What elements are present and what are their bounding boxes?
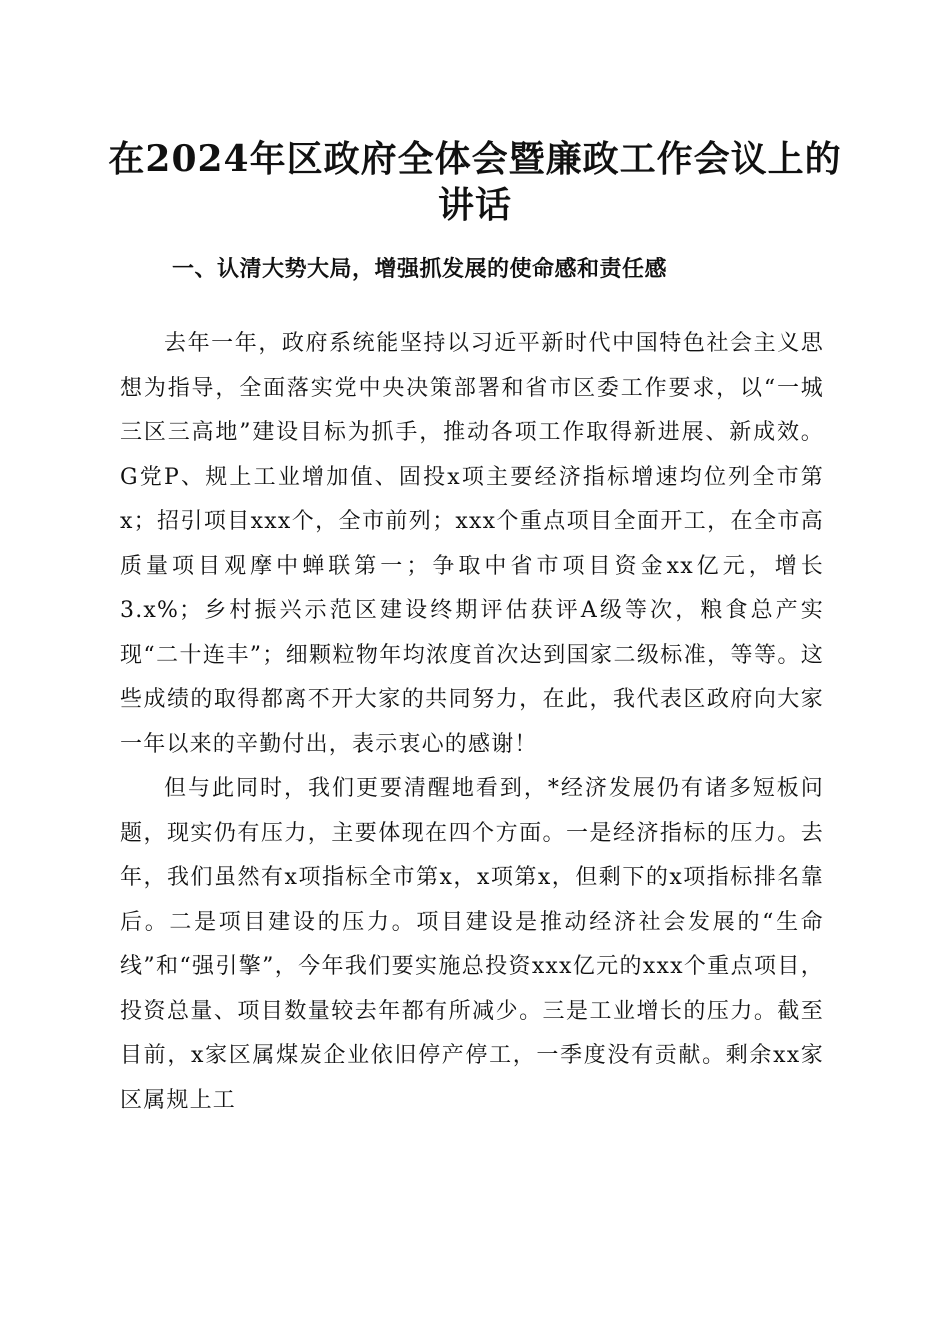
section-heading: 一、认清大势大局，增强抓发展的使命感和责任感	[172, 257, 668, 282]
section-body	[120, 322, 824, 1123]
document-title: 在2024年区政府全体会暨廉政工作会议上的讲话	[108, 138, 842, 226]
paragraph-1: 去年一年，政府系统能坚持以习近平新时代中国特色社会主义思想为指导，全面落实党中央决策部署和省市区委工作要求，以“一城三区三高地”建设目标为抓手，推动各项工作取得新进展、新成效。G党P、规上工业增加值、固投x项主要经济指标增速均位列全市第x；招引项目xxx个，全市前列；xxx个重点项目全面开工，在全市高质量项目观摩中蝉联第一；争取中省市项目资金xx亿元，增长3.x%；乡村振兴示范区建设终期评估获评A级等次，粮食总产实现“二十连丰”；细颗粒物年均浓度首次达到国家二级标准，等等。这些成绩的取得都离不开大家的共同努力，在此，我代表区政府向大家一年以来的辛勤付出，表示衷心的感谢！	[120, 331, 824, 757]
paragraph-2: 但与此同时，我们更要清醒地看到，*经济发展仍有诸多短板问题，现实仍有压力，主要体现在四个方面。一是经济指标的压力。去年，我们虽然有x项指标全市第x，x项第x，但剩下的x项指标排名靠后。二是项目建设的压力。项目建设是推动经济社会发展的“生命线”和“强引擎”，今年我们要实施总投资xxx亿元的xxx个重点项目，投资总量、项目数量较去年都有所减少。三是工业增长的压力。截至目前，x家区属煤炭企业依旧停产停工，一季度没有贡献。剩余xx家区属规上工	[120, 776, 824, 1113]
